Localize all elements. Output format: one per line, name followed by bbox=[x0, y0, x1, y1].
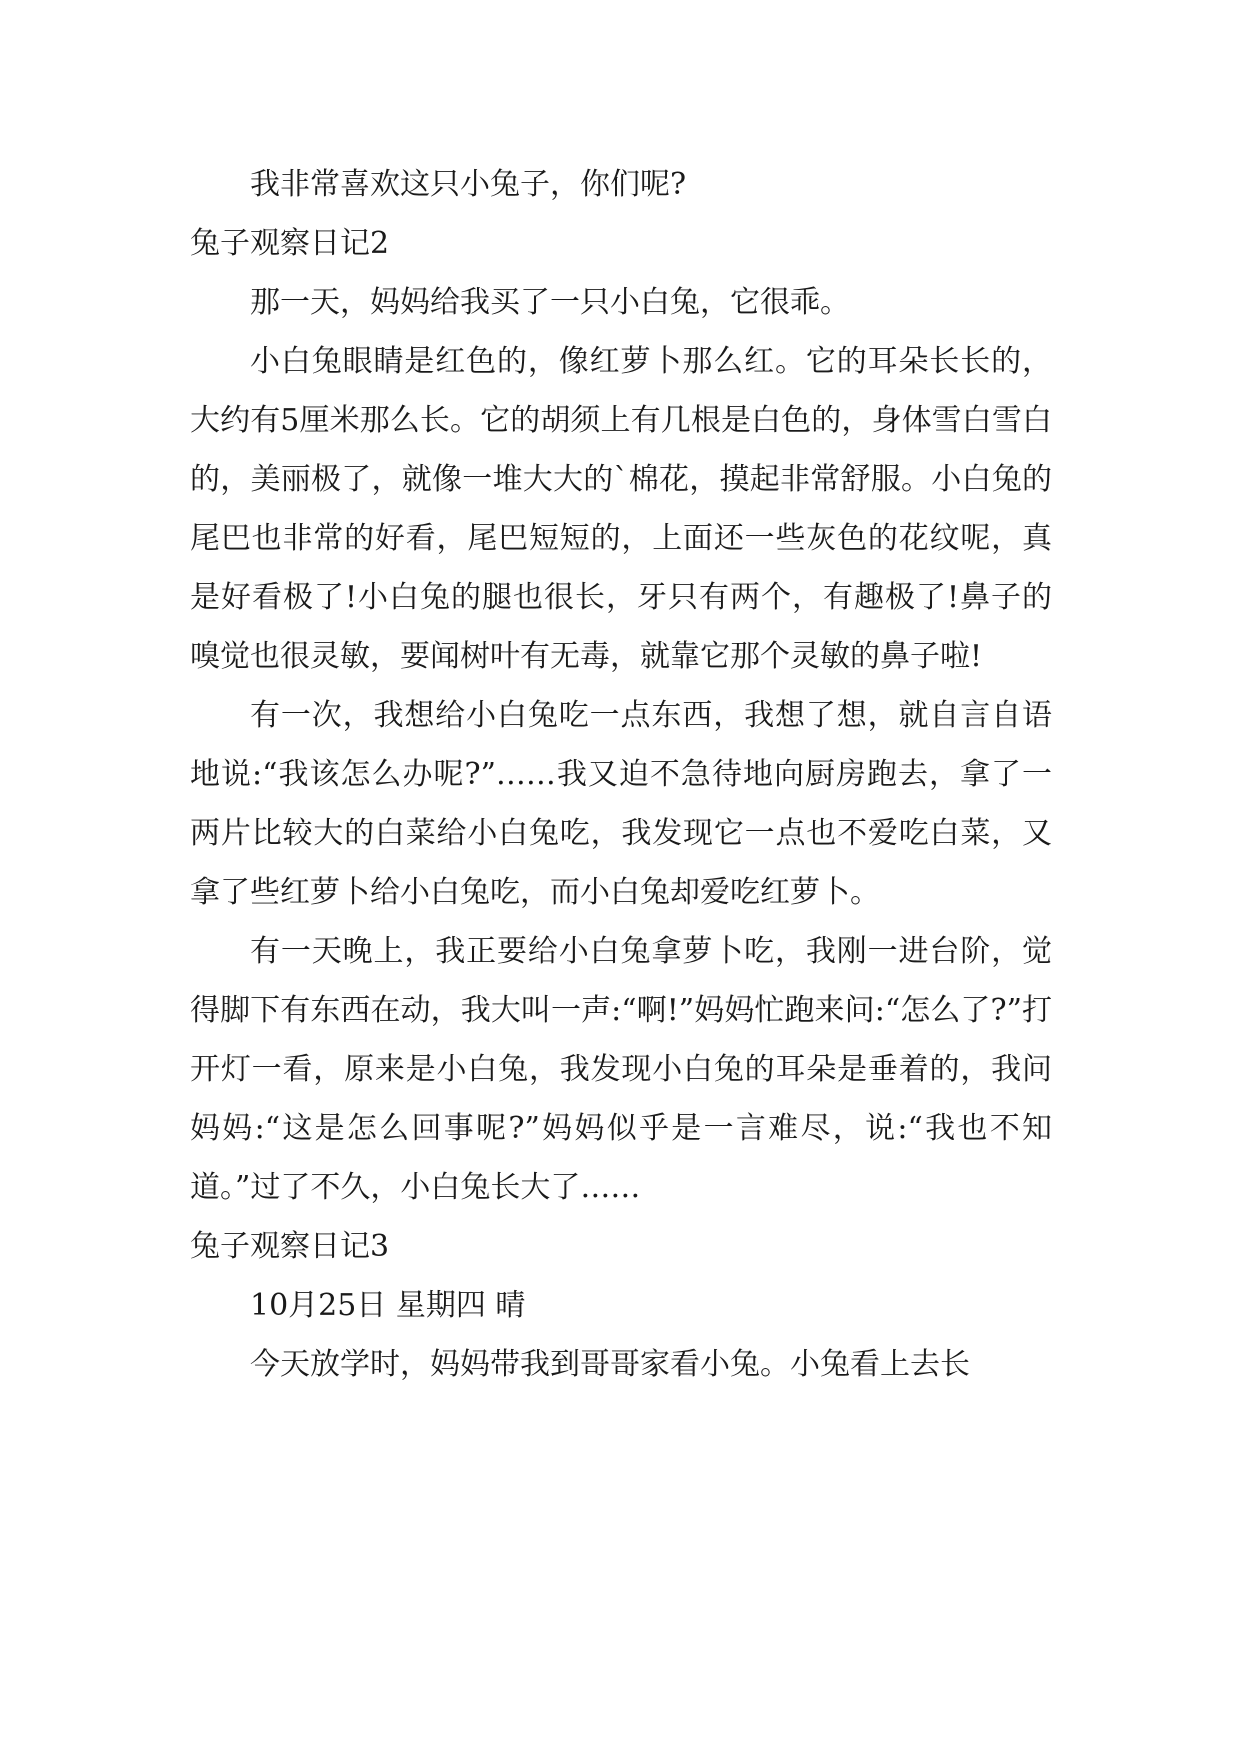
paragraph-visit: 今天放学时，妈妈带我到哥哥家看小兔。小兔看上去长 bbox=[250, 1347, 970, 1382]
paragraph-evening: 有一天晚上，我正要给小白兔拿萝卜吃，我刚一进台阶，觉得脚下有东西在动，我大叫一声:“啊!”妈妈忙跑来问:“怎么了?”打开灯一看，原来是小白兔，我发现小白兔的耳朵是垂着的，我问妈妈:“这是怎么回事呢?”妈妈似乎是一言难尽，说:“我也不知道。”过了不久，小白兔长大了…… bbox=[190, 934, 1052, 1205]
paragraph-feeding: 有一次，我想给小白兔吃一点东西，我想了想，就自言自语地说:“我该怎么办呢?”……我又迫不急待地向厨房跑去，拿了一两片比较大的白菜给小白兔吃，我发现它一点也不爱吃白菜，又拿了些红萝卜给小白兔吃，而小白兔却爱吃红萝卜。 bbox=[190, 698, 1052, 910]
paragraph-date: 10月25日 星期四 晴 bbox=[250, 1288, 526, 1323]
paragraph-intro: 那一天，妈妈给我买了一只小白兔，它很乖。 bbox=[250, 285, 850, 320]
section-heading-diary-3: 兔子观察日记3 bbox=[190, 1229, 390, 1264]
paragraph-description: 小白兔眼睛是红色的，像红萝卜那么红。它的耳朵长长的，大约有5厘米那么长。它的胡须上有几根是白色的，身体雪白雪白的，美丽极了，就像一堆大大的`棉花，摸起非常舒服。小白兔的尾巴也非常的好看，尾巴短短的，上面还一些灰色的花纹呢，真是好看极了!小白兔的腿也很长，牙只有两个，有趣极了!鼻子的嗅觉也很灵敏，要闻树叶有无毒，就靠它那个灵敏的鼻子啦! bbox=[190, 344, 1052, 674]
section-heading-diary-2: 兔子观察日记2 bbox=[190, 226, 390, 261]
paragraph-closing: 我非常喜欢这只小兔子，你们呢? bbox=[250, 167, 687, 202]
document-body bbox=[190, 155, 1052, 1394]
